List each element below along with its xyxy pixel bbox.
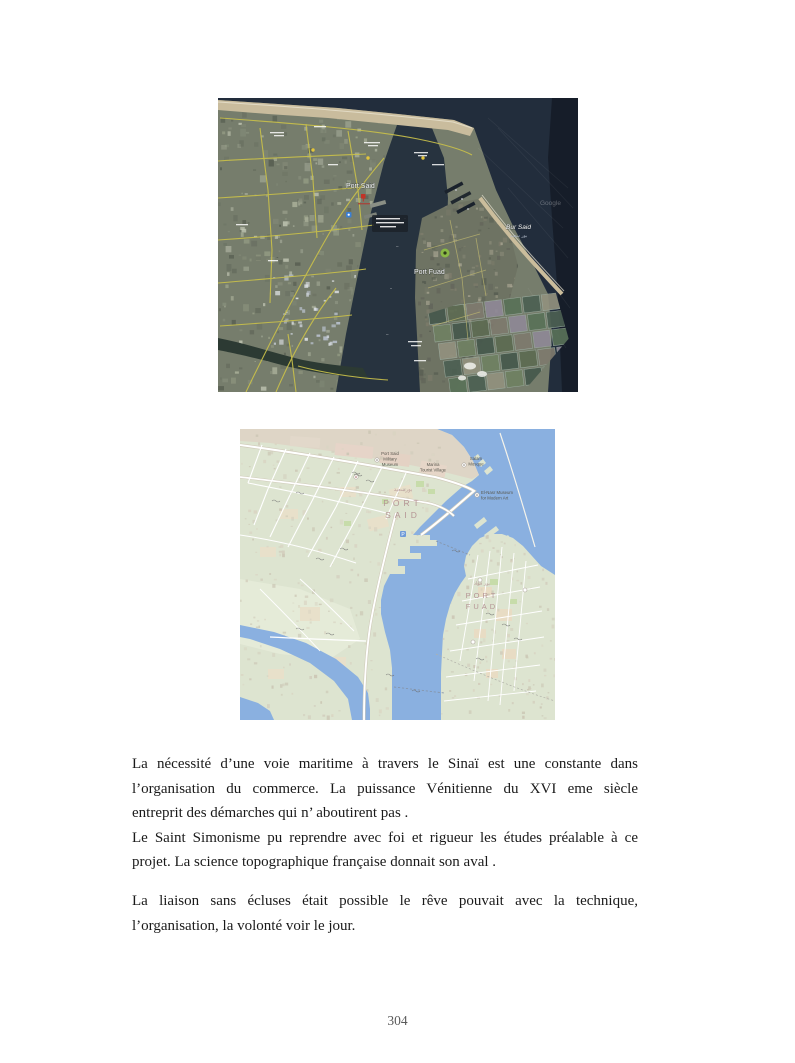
svg-text:El-Nasr Museum: El-Nasr Museum — [481, 490, 513, 495]
port-fuad-arabic-label: بور فؤاد — [473, 581, 491, 587]
text-line: La nécessité d’une voie maritime à travers le Sinaï est une constante dans — [132, 756, 638, 772]
poi-icon — [523, 588, 527, 592]
route-shield-icon — [346, 212, 352, 218]
railway-label-box — [372, 215, 408, 232]
paragraph — [132, 752, 638, 826]
svg-text:Museum: Museum — [381, 462, 399, 467]
svg-text:Marina: Marina — [426, 462, 440, 467]
street-map-figure — [240, 429, 555, 720]
svg-text:Salam: Salam — [469, 456, 483, 461]
text-line: l’organisation, la volonté voir le jour. — [132, 917, 356, 934]
paragraph — [132, 826, 638, 875]
parking-icon — [400, 531, 406, 538]
text-line: entreprit des démarches qui n’ aboutirent pas . — [132, 805, 409, 822]
svg-text:P: P — [401, 531, 405, 538]
military-museum-label — [381, 451, 399, 467]
google-watermark: Google — [540, 200, 561, 207]
svg-text:Port Said: Port Said — [381, 451, 399, 456]
poi-icon — [471, 640, 475, 644]
satellite-image — [218, 98, 578, 392]
salam-mosque-label — [468, 456, 484, 467]
page-number: 304 — [387, 1013, 408, 1028]
port-fuad-label: Port Fuad — [414, 269, 445, 276]
bur-said-arabic-label: بور سعيد — [510, 234, 528, 239]
svg-text:for Modern Art: for Modern Art — [481, 495, 509, 501]
bur-said-label: Bur Said — [506, 224, 531, 231]
text-line: Le Saint Simonisme pu reprendre avec foi et rigueur les études préalable à ce — [132, 829, 638, 846]
text-line: projet. La science topographique française donnait son aval . — [132, 854, 497, 871]
paragraphs — [132, 752, 638, 938]
paragraph — [132, 889, 638, 938]
port-said-arabic-label: بورسعيد — [393, 487, 413, 493]
text-line: La liaison sans écluses était possible le rêve pouvait avec la technique, — [132, 892, 638, 909]
satellite-figure — [218, 98, 578, 392]
port-fuad-label-line1: PORT — [465, 591, 499, 600]
svg-text:Military: Military — [383, 456, 397, 462]
port-said-label-line1: PORT — [383, 498, 423, 508]
street-map-image — [240, 429, 555, 720]
text-line: l’organisation du commerce. La puissance Vénitienne du XVI eme siècle — [132, 780, 638, 797]
port-fuad-label-line2: FUAD — [465, 602, 499, 611]
svg-text:Tourist Village: Tourist Village — [420, 467, 446, 473]
port-said-label-line2: SAID — [385, 510, 421, 520]
mosque-marker-icon — [441, 249, 450, 258]
svg-text:Mosque: Mosque — [468, 461, 484, 467]
port-said-label: Port Said — [346, 183, 375, 190]
